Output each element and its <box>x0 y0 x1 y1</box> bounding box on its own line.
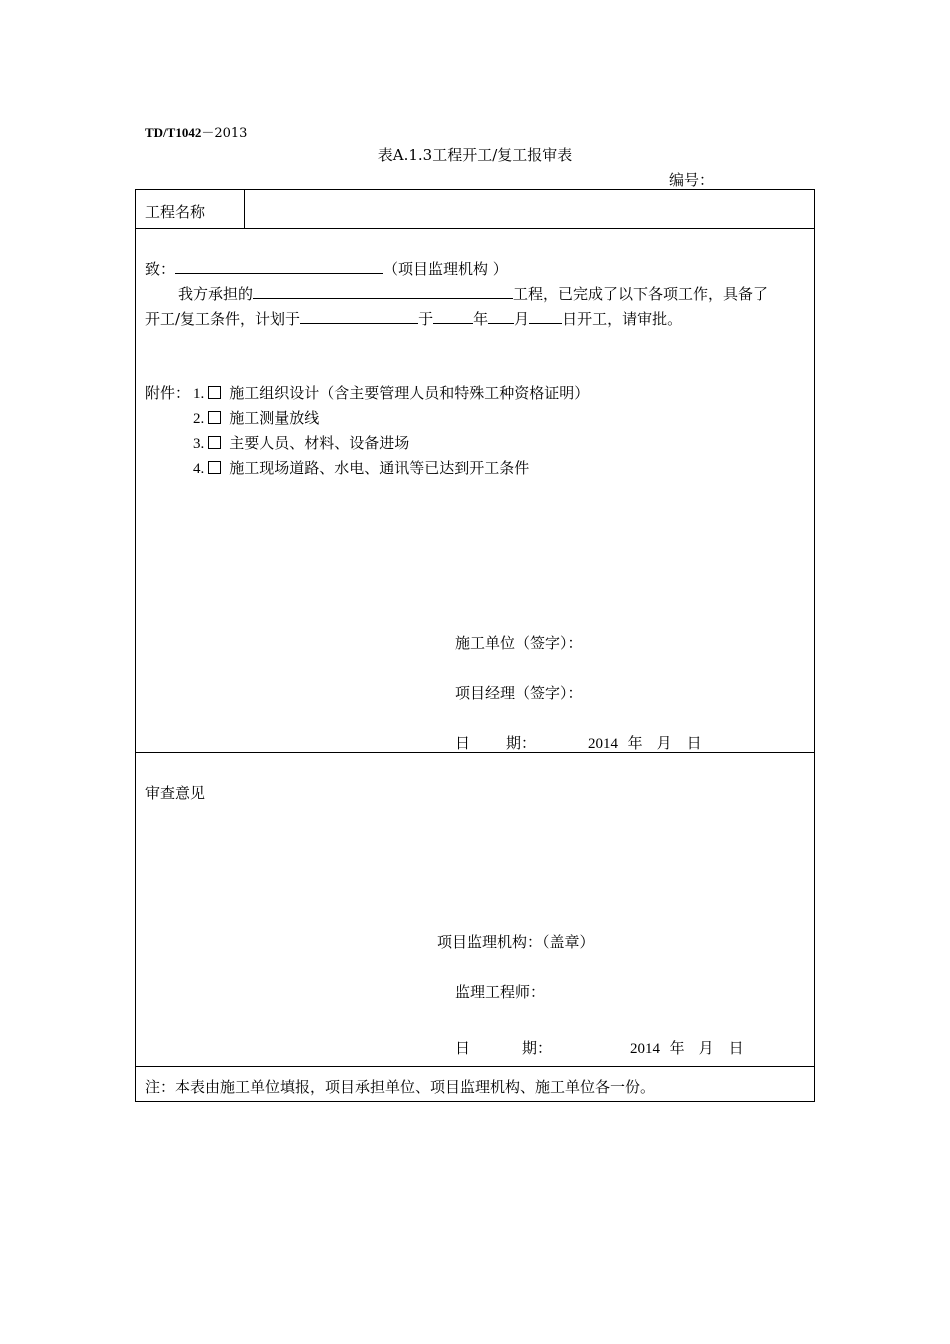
attachment-item: 3. 主要人员、材料、设备进场 <box>193 434 410 452</box>
project-manager-signature-label: 项目经理（签字）： <box>455 684 583 702</box>
checkbox[interactable] <box>208 461 221 474</box>
body-line-2: 开工/复工条件，计划于 于 年 月 日开工，请审批。 <box>145 310 683 328</box>
serial-number-label: 编号： <box>669 171 715 189</box>
review-date-line: 日 期： 2014 年 月 日 <box>455 1039 744 1057</box>
form-note: 注：本表由施工单位填报，项目承担单位、项目监理机构、施工单位各一份。 <box>145 1078 656 1096</box>
day-blank[interactable] <box>529 309 562 324</box>
approval-form-table <box>135 189 815 1102</box>
addressee-line: 致： （项目监理机构 ） <box>145 260 508 278</box>
body-line-1: 我方承担的 工程，已完成了以下各项工作，具备了 <box>178 285 769 303</box>
project-name-label: 工程名称 <box>145 203 206 221</box>
project-name-field[interactable] <box>248 194 808 224</box>
supervisor-org-seal-label: 项目监理机构：（盖章） <box>437 933 595 951</box>
project-blank[interactable] <box>253 284 513 299</box>
supervising-engineer-label: 监理工程师： <box>455 983 546 1001</box>
checkbox[interactable] <box>208 411 221 424</box>
addressee-blank[interactable] <box>175 259 383 274</box>
application-date-line: 日 期： 2014 年 月 日 <box>455 734 702 752</box>
row-divider <box>136 228 814 229</box>
checkbox[interactable] <box>208 436 221 449</box>
column-divider <box>244 190 245 228</box>
attachment-item: 1. 施工组织设计（含主要管理人员和特殊工种资格证明） <box>193 384 590 402</box>
form-title: 表A.1.3工程开工/复工报审表 <box>377 146 573 164</box>
year-blank[interactable] <box>433 309 473 324</box>
plan-blank[interactable] <box>300 309 418 324</box>
attachment-item: 4. 施工现场道路、水电、通讯等已达到开工条件 <box>193 459 530 477</box>
attachment-item: 2. 施工测量放线 <box>193 409 320 427</box>
row-divider <box>136 1066 814 1067</box>
standard-code: TD/T1042－2013 <box>145 125 248 141</box>
month-blank[interactable] <box>488 309 514 324</box>
contractor-signature-label: 施工单位（签字）： <box>455 634 583 652</box>
review-opinion-label: 审查意见 <box>145 784 206 802</box>
checkbox[interactable] <box>208 386 221 399</box>
attachments-label: 附件： <box>145 384 191 402</box>
